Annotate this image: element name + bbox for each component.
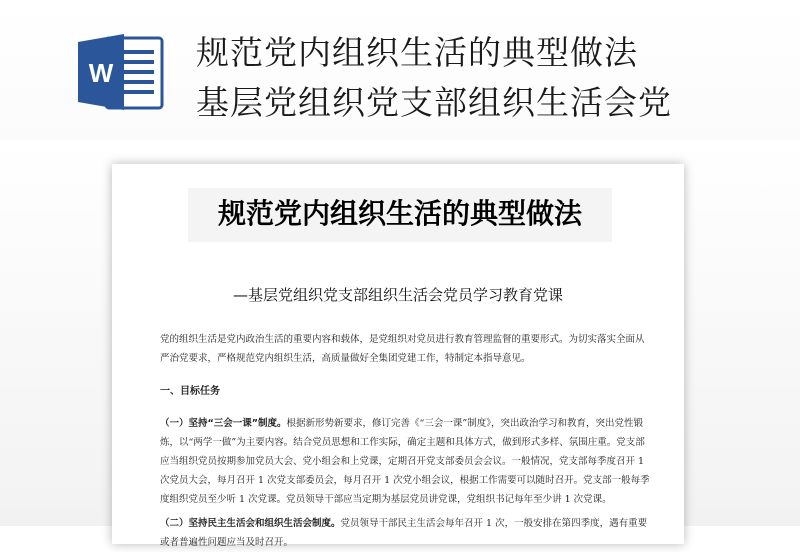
- word-document-icon: [76, 32, 164, 112]
- document-page: [112, 164, 684, 548]
- item-2-text: 党员领导干部民主生活会每年召开 1 次，一般安排在第四季度，遇有重要或者普遍性问题应当及时召开。: [160, 518, 648, 548]
- svg-text:W: W: [88, 58, 114, 88]
- document-subtitle: —基层党组织党支部组织生活会党员学习教育党课: [232, 286, 563, 304]
- document-title: 规范党内组织生活的典型做法: [217, 197, 582, 230]
- item-1-text: 根据新形势新要求，修订完善《“三会一课”制度》，突出政治学习和教育，突出党性锻炼，以“两学一做”为主要内容。结合党员思想和工作实际，确定主题和具体方式，做到形式多样、氛围庄重。党支部应当组织党员按期参加党员大会、党小组会和上党课，定期召开党支部委员会会议。一般情况，党支部每季度召开 1 次党员大会，每月召开 1 次党支部委员会，每月召开 1 次党小组会议，根据工作需要可以随时召开。党支部一般每季度组织党员至少听 1 次党课。党员领导干部应当定期为基层党员讲党课，党组织书记每年至少讲 1 次党课。: [160, 418, 650, 505]
- header-title: [196, 28, 672, 128]
- item-1-lead: （一）坚持“三会一课”制度。: [160, 418, 287, 429]
- section-heading: 一、目标任务: [160, 386, 220, 397]
- intro-paragraph: 党的组织生活是党内政治生活的重要内容和载体，是党组织对党员进行教育管理监督的重要形式。为切实落实全面从严治党要求，严格规范党内组织生活，高质量做好全集团党建工作，特制定本指导意见。: [160, 334, 645, 364]
- header-title-line-2: 基层党组织党支部组织生活会党: [196, 83, 672, 122]
- header-banner: [0, 0, 800, 140]
- item-2-lead: （二）坚持民主生活会和组织生活会制度。: [160, 518, 341, 529]
- paragraph-item-2: [160, 514, 650, 552]
- paragraph-item-1: [160, 414, 650, 509]
- header-title-line-1: 规范党内组织生活的典型做法: [196, 33, 638, 72]
